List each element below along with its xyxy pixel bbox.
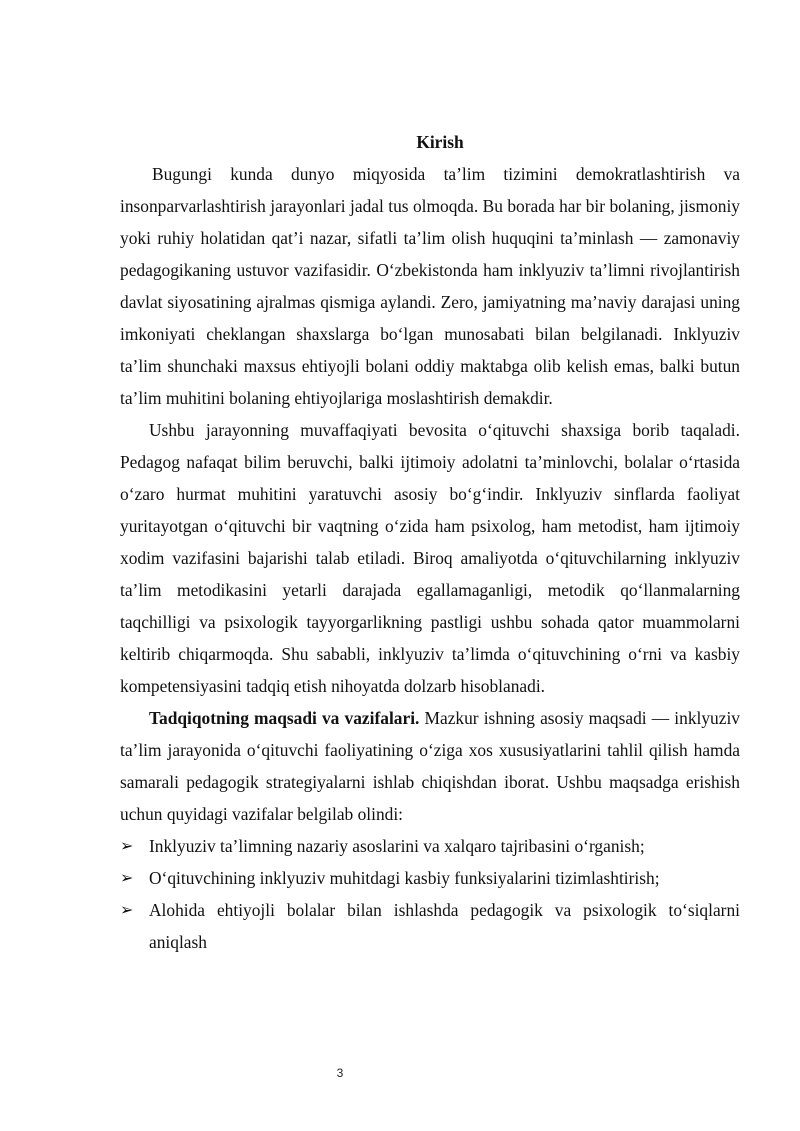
- list-item: [120, 862, 740, 894]
- teacher-role-paragraph: Ushbu jarayonning muvaffaqiyati bevosita o‘qituvchi shaxsiga borib taqaladi. Pedagog nafaqat bilim beruvchi, balki ijtimoiy adolatni ta’minlovchi, bolalar o‘rtasida o‘zaro hurmat muhitini yaratuvchi asosiy bo‘g‘indir. Inklyuziv sinflarda faoliyat yuritayotgan o‘qituvchi bir vaqtning o‘zida ham psixolog, ham metodist, ham ijtimoiy xodim vazifasini bajarishi talab etiladi. Biroq amaliyotda o‘qituvchilarning inklyuziv ta’lim metodikasini yetarli darajada egallamaganligi, metodik qo‘llanmalarning taqchilligi va psixologik tayyorgarlikning pastligi ushbu sohada qator muammolarni keltirib chiqarmoqda. Shu sababli, inklyuziv ta’limda o‘qituvchining o‘rni va kasbiy kompetensiyasini tadqiq etish nihoyatda dolzarb hisoblanadi.: [120, 420, 740, 696]
- list-item-text: Inklyuziv ta’limning nazariy asoslarini va xalqaro tajribasini o‘rganish;: [149, 836, 645, 856]
- list-item-text: Alohida ehtiyojli bolalar bilan ishlashda pedagogik va psixologik to‘siqlarni aniqlash: [149, 900, 740, 952]
- list-item: [120, 894, 740, 958]
- list-item: [120, 830, 740, 862]
- intro-paragraph: Bugungi kunda dunyo miqyosida ta’lim tizimini demokratlashtirish va insonparvarlashtirish jarayonlari jadal tus olmoqda. Bu borada har bir bolaning, jismoniy yoki ruhiy holatidan qat’i nazar, sifatli ta’lim olish huquqini ta’minlash — zamonaviy pedagogikaning ustuvor vazifasidir. O‘zbekistonda ham inklyuziv ta’limni rivojlantirish davlat siyosatining ajralmas qismiga aylandi. Zero, jamiyatning ma’naviy darajasi uning imkoniyati cheklangan shaxslarga bo‘lgan munosabati bilan belgilanadi. Inklyuziv ta’lim shunchaki maxsus ehtiyojli bolani oddiy maktabga olib kelish emas, balki butun ta’lim muhitini bolaning ehtiyojlariga moslashtirish demakdir.: [120, 164, 740, 408]
- page-content: [120, 126, 740, 958]
- arrow-bullet-icon: ➢: [120, 868, 134, 887]
- goals-text: Mazkur ishning asosiy maqsadi — inklyuziv ta’lim jarayonida o‘qituvchi faoliyatining o‘ziga xos xususiyatlarini tahlil qilish hamda samarali pedagogik strategiyalarni ishlab chiqishdan iborat. Ushbu maqsadga erishish uchun quyidagi vazifalar belgilab olindi:: [120, 708, 740, 824]
- goals-heading: Tadqiqotning maqsadi va vazifalari.: [149, 708, 420, 728]
- arrow-bullet-icon: ➢: [120, 900, 134, 919]
- goals-paragraph: [120, 702, 740, 830]
- page-number: 3: [336, 1066, 344, 1080]
- arrow-bullet-icon: ➢: [120, 836, 134, 855]
- task-list: [120, 830, 740, 958]
- list-item-text: O‘qituvchining inklyuziv muhitdagi kasbiy funksiyalarini tizimlashtirish;: [149, 868, 660, 888]
- section-title: Kirish: [416, 132, 464, 152]
